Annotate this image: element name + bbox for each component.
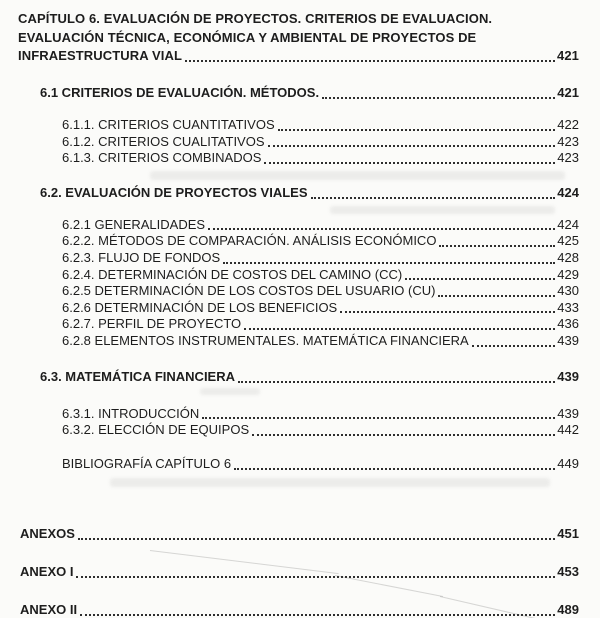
toc-entry xyxy=(62,267,579,284)
toc-entry xyxy=(62,406,579,423)
toc-entry xyxy=(20,601,579,618)
toc-entry xyxy=(62,117,579,134)
toc-entry-page: 428 xyxy=(557,249,579,265)
toc-entry-label: 6.1.2. CRITERIOS CUALITATIVOS xyxy=(62,133,265,149)
toc-entry-label: 6.2.1 GENERALIDADES xyxy=(62,216,206,232)
toc-content xyxy=(18,10,579,618)
toc-entry-page: 449 xyxy=(557,455,579,471)
toc-entry-label: 6.2.7. PERFIL DE PROYECTO xyxy=(62,316,242,332)
toc-entry-page: 439 xyxy=(557,405,579,421)
toc-entry-page: 430 xyxy=(557,283,579,299)
toc-entry xyxy=(62,150,579,167)
toc-entry-page: 436 xyxy=(557,316,579,332)
toc-entry-page: 433 xyxy=(557,299,579,315)
toc-entry xyxy=(62,316,579,333)
toc-subsection-group xyxy=(18,217,579,350)
chapter-heading-line-1: CAPÍTULO 6. EVALUACIÓN DE PROYECTOS. CRITERIOS DE EVALUACION. xyxy=(18,11,493,26)
toc-entry-page: 424 xyxy=(557,216,579,232)
toc-entry-page: 439 xyxy=(557,368,579,384)
toc-entry-label: 6.2.3. FLUJO DE FONDOS xyxy=(62,249,221,265)
toc-entry-page: 429 xyxy=(557,266,579,282)
toc-entry xyxy=(62,250,579,267)
toc-entry-page: 421 xyxy=(557,85,579,100)
toc-entry xyxy=(20,525,579,543)
toc-entry-page: 442 xyxy=(557,422,579,438)
toc-subsection-group xyxy=(18,117,579,167)
toc-entry-label: BIBLIOGRAFÍA CAPÍTULO 6 xyxy=(62,455,232,471)
toc-entry-label: 6.3. MATEMÁTICA FINANCIERA xyxy=(40,368,235,384)
toc-entry xyxy=(18,47,579,65)
toc-entry-label: 6.2. EVALUACIÓN DE PROYECTOS VIALES xyxy=(40,184,308,200)
toc-entry xyxy=(40,184,579,202)
toc-entry-label: 6.2.5 DETERMINACIÓN DE LOS COSTOS DEL USUARIO (CU) xyxy=(62,283,436,299)
toc-entry-page: 425 xyxy=(557,233,579,249)
toc-entry-page: 451 xyxy=(557,525,579,541)
toc-entry-label: ANEXOS xyxy=(20,525,75,541)
toc-entry xyxy=(62,233,579,250)
toc-entry xyxy=(40,368,579,386)
toc-entry-label: 6.2.2. MÉTODOS DE COMPARACIÓN. ANÁLISIS ECONÓMICO xyxy=(62,233,437,249)
toc-entry-label: 6.3.2. ELECCIÓN DE EQUIPOS xyxy=(62,422,250,438)
toc-entry-label: 6.2.4. DETERMINACIÓN DE COSTOS DEL CAMINO (CC) xyxy=(62,266,403,282)
toc-subsection-group xyxy=(18,406,579,439)
toc-entry xyxy=(20,563,579,581)
toc-entry-page: 424 xyxy=(557,184,579,200)
toc-entry xyxy=(62,217,579,234)
toc-entry-page: 489 xyxy=(557,601,579,617)
toc-entry xyxy=(62,134,579,151)
toc-entry-page: 423 xyxy=(557,133,579,149)
toc-entry-label: 6.1.3. CRITERIOS COMBINADOS xyxy=(62,150,262,166)
toc-entry xyxy=(62,422,579,439)
toc-entry xyxy=(62,283,579,300)
toc-entry-label: ANEXO I xyxy=(20,563,74,579)
toc-entry-page: 423 xyxy=(557,150,579,166)
toc-entry xyxy=(62,333,579,350)
toc-entry-label: 6.1.1. CRITERIOS CUANTITATIVOS xyxy=(62,117,275,132)
toc-entry xyxy=(62,300,579,317)
toc-entry xyxy=(40,84,579,102)
toc-entry-page: 421 xyxy=(557,48,579,63)
toc-entry-label: 6.3.1. INTRODUCCIÓN xyxy=(62,405,200,421)
toc-entry-label: 6.1 CRITERIOS DE EVALUACIÓN. MÉTODOS. xyxy=(40,85,320,100)
toc-entry-page: 422 xyxy=(557,117,579,132)
chapter-heading-line-2: EVALUACIÓN TÉCNICA, ECONÓMICA Y AMBIENTAL DE PROYECTOS DE xyxy=(18,29,477,45)
toc-entry-page: 439 xyxy=(557,332,579,348)
toc-entry-label: INFRAESTRUCTURA VIAL xyxy=(18,48,183,63)
toc-entry-label: 6.2.6 DETERMINACIÓN DE LOS BENEFICIOS xyxy=(62,299,338,315)
chapter-heading xyxy=(18,10,579,65)
toc-entry-label: 6.2.8 ELEMENTOS INSTRUMENTALES. MATEMÁTICA FINANCIERA xyxy=(62,332,469,348)
toc-entry-label: ANEXO II xyxy=(20,601,78,617)
toc-entry xyxy=(62,455,579,473)
toc-entry-page: 453 xyxy=(557,563,579,579)
